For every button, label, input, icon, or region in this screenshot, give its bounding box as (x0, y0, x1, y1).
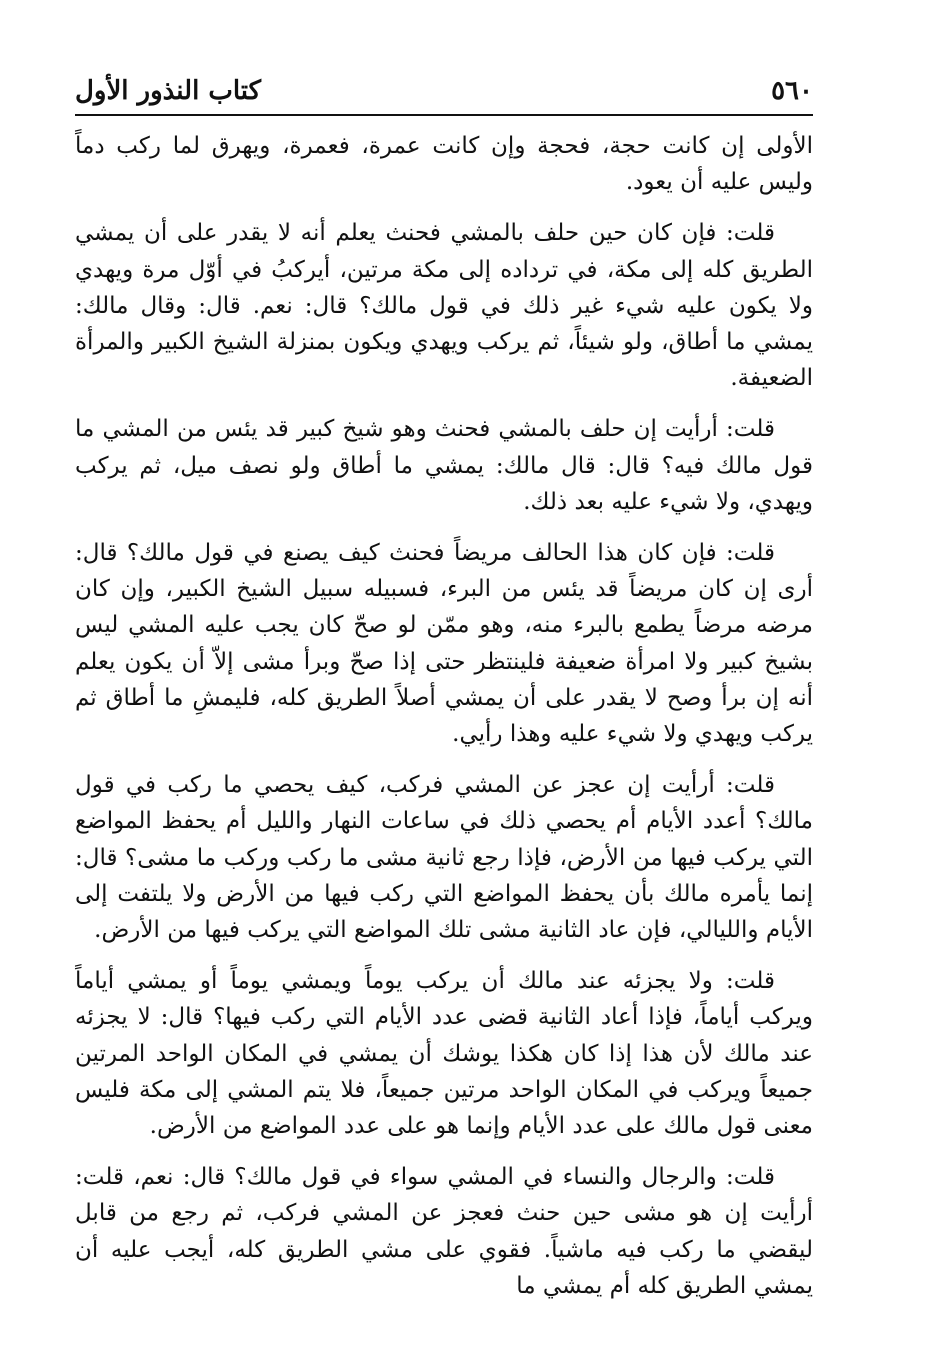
page-number: ٥٦٠ (771, 76, 813, 106)
paragraph: قلت: ولا يجزئه عند مالك أن يركب يوماً ويمشي يوماً أو يمشي أياماً ويركب أياماً، فإذا أعاد الثانية قضى عدد الأيام التي ركب فيها؟ قال: لا يجزئه عند مالك لأن هذا إذا كان هكذا يوشك أن يمشي في المكان الواحد المرتين جميعاً ويركب في المكان الواحد مرتين جميعاً، فلا يتم المشي إلى مكة فليس معنى قول مالك على عدد الأيام وإنما هو على عدد المواضع من الأرض. (75, 968, 813, 1140)
header-rule (75, 114, 813, 116)
paragraph: قلت: أرأيت إن حلف بالمشي فحنث وهو شيخ كبير قد يئس من المشي ما قول مالك فيه؟ قال: قال مالك: يمشي ما أطاق ولو نصف ميل، ثم يركب ويهدي، ولا شيء عليه بعد ذلك. (75, 416, 813, 515)
paragraph-continuation: الأولى إن كانت حجة، فحجة وإن كانت عمرة، فعمرة، ويهرق لما ركب دماً وليس عليه أن يعود. (75, 133, 813, 196)
page-header (75, 70, 813, 106)
book-title: كتاب النذور الأول (75, 76, 261, 106)
paragraph: قلت: فإن كان هذا الحالف مريضاً فحنث كيف يصنع في قول مالك؟ قال: أرى إن كان مريضاً قد يئس من البرء، فسبيله سبيل الشيخ الكبير، وإن كان مرضه مرضاً يطمع بالبرء منه، وهو ممّن لو صحّ كان يجب عليه المشي ليس بشيخ كبير ولا امرأة ضعيفة فلينتظر حتى إذا صحّ وبرأ مشى إلاّ أن يكون يعلم أنه إن برأ وصح لا يقدر على أن يمشي أصلاً الطريق كله، فليمشِ ما أطاق ثم يركب ويهدي ولا شيء عليه وهذا رأيي. (75, 540, 813, 748)
paragraph: قلت: والرجال والنساء في المشي سواء في قول مالك؟ قال: نعم، قلت: أرأيت إن هو مشى حين حنث فعجز عن المشي فركب، ثم رجع من قابل ليقضي ما ركب فيه ماشياً. فقوي على مشي الطريق كله، أيجب عليه أن يمشي الطريق كله أم يمشي ما (75, 1164, 813, 1299)
paragraph: قلت: فإن كان حين حلف بالمشي فحنث يعلم أنه لا يقدر على أن يمشي الطريق كله إلى مكة، في ترداده إلى مكة مرتين، أيركبُ في أوّل مرة ويهدي ولا يكون عليه شيء غير ذلك في قول مالك؟ قال: نعم. قال: وقال مالك: يمشي ما أطاق، ولو شيئاً، ثم يركب ويهدي ويكون بمنزلة الشيخ الكبير والمرأة الضعيفة. (75, 220, 813, 392)
paragraph: قلت: أرأيت إن عجز عن المشي فركب، كيف يحصي ما ركب في قول مالك؟ أعدد الأيام أم يحصي ذلك في ساعات النهار والليل أم يحفظ المواضع التي يركب فيها من الأرض، فإذا رجع ثانية مشى ما ركب وركب ما مشى؟ قال: إنما يأمره مالك بأن يحفظ المواضع التي ركب فيها من الأرض ولا يلتفت إلى الأيام والليالي، فإن عاد الثانية مشى تلك المواضع التي يركب فيها من الأرض. (75, 772, 813, 944)
body-text (75, 128, 813, 1319)
